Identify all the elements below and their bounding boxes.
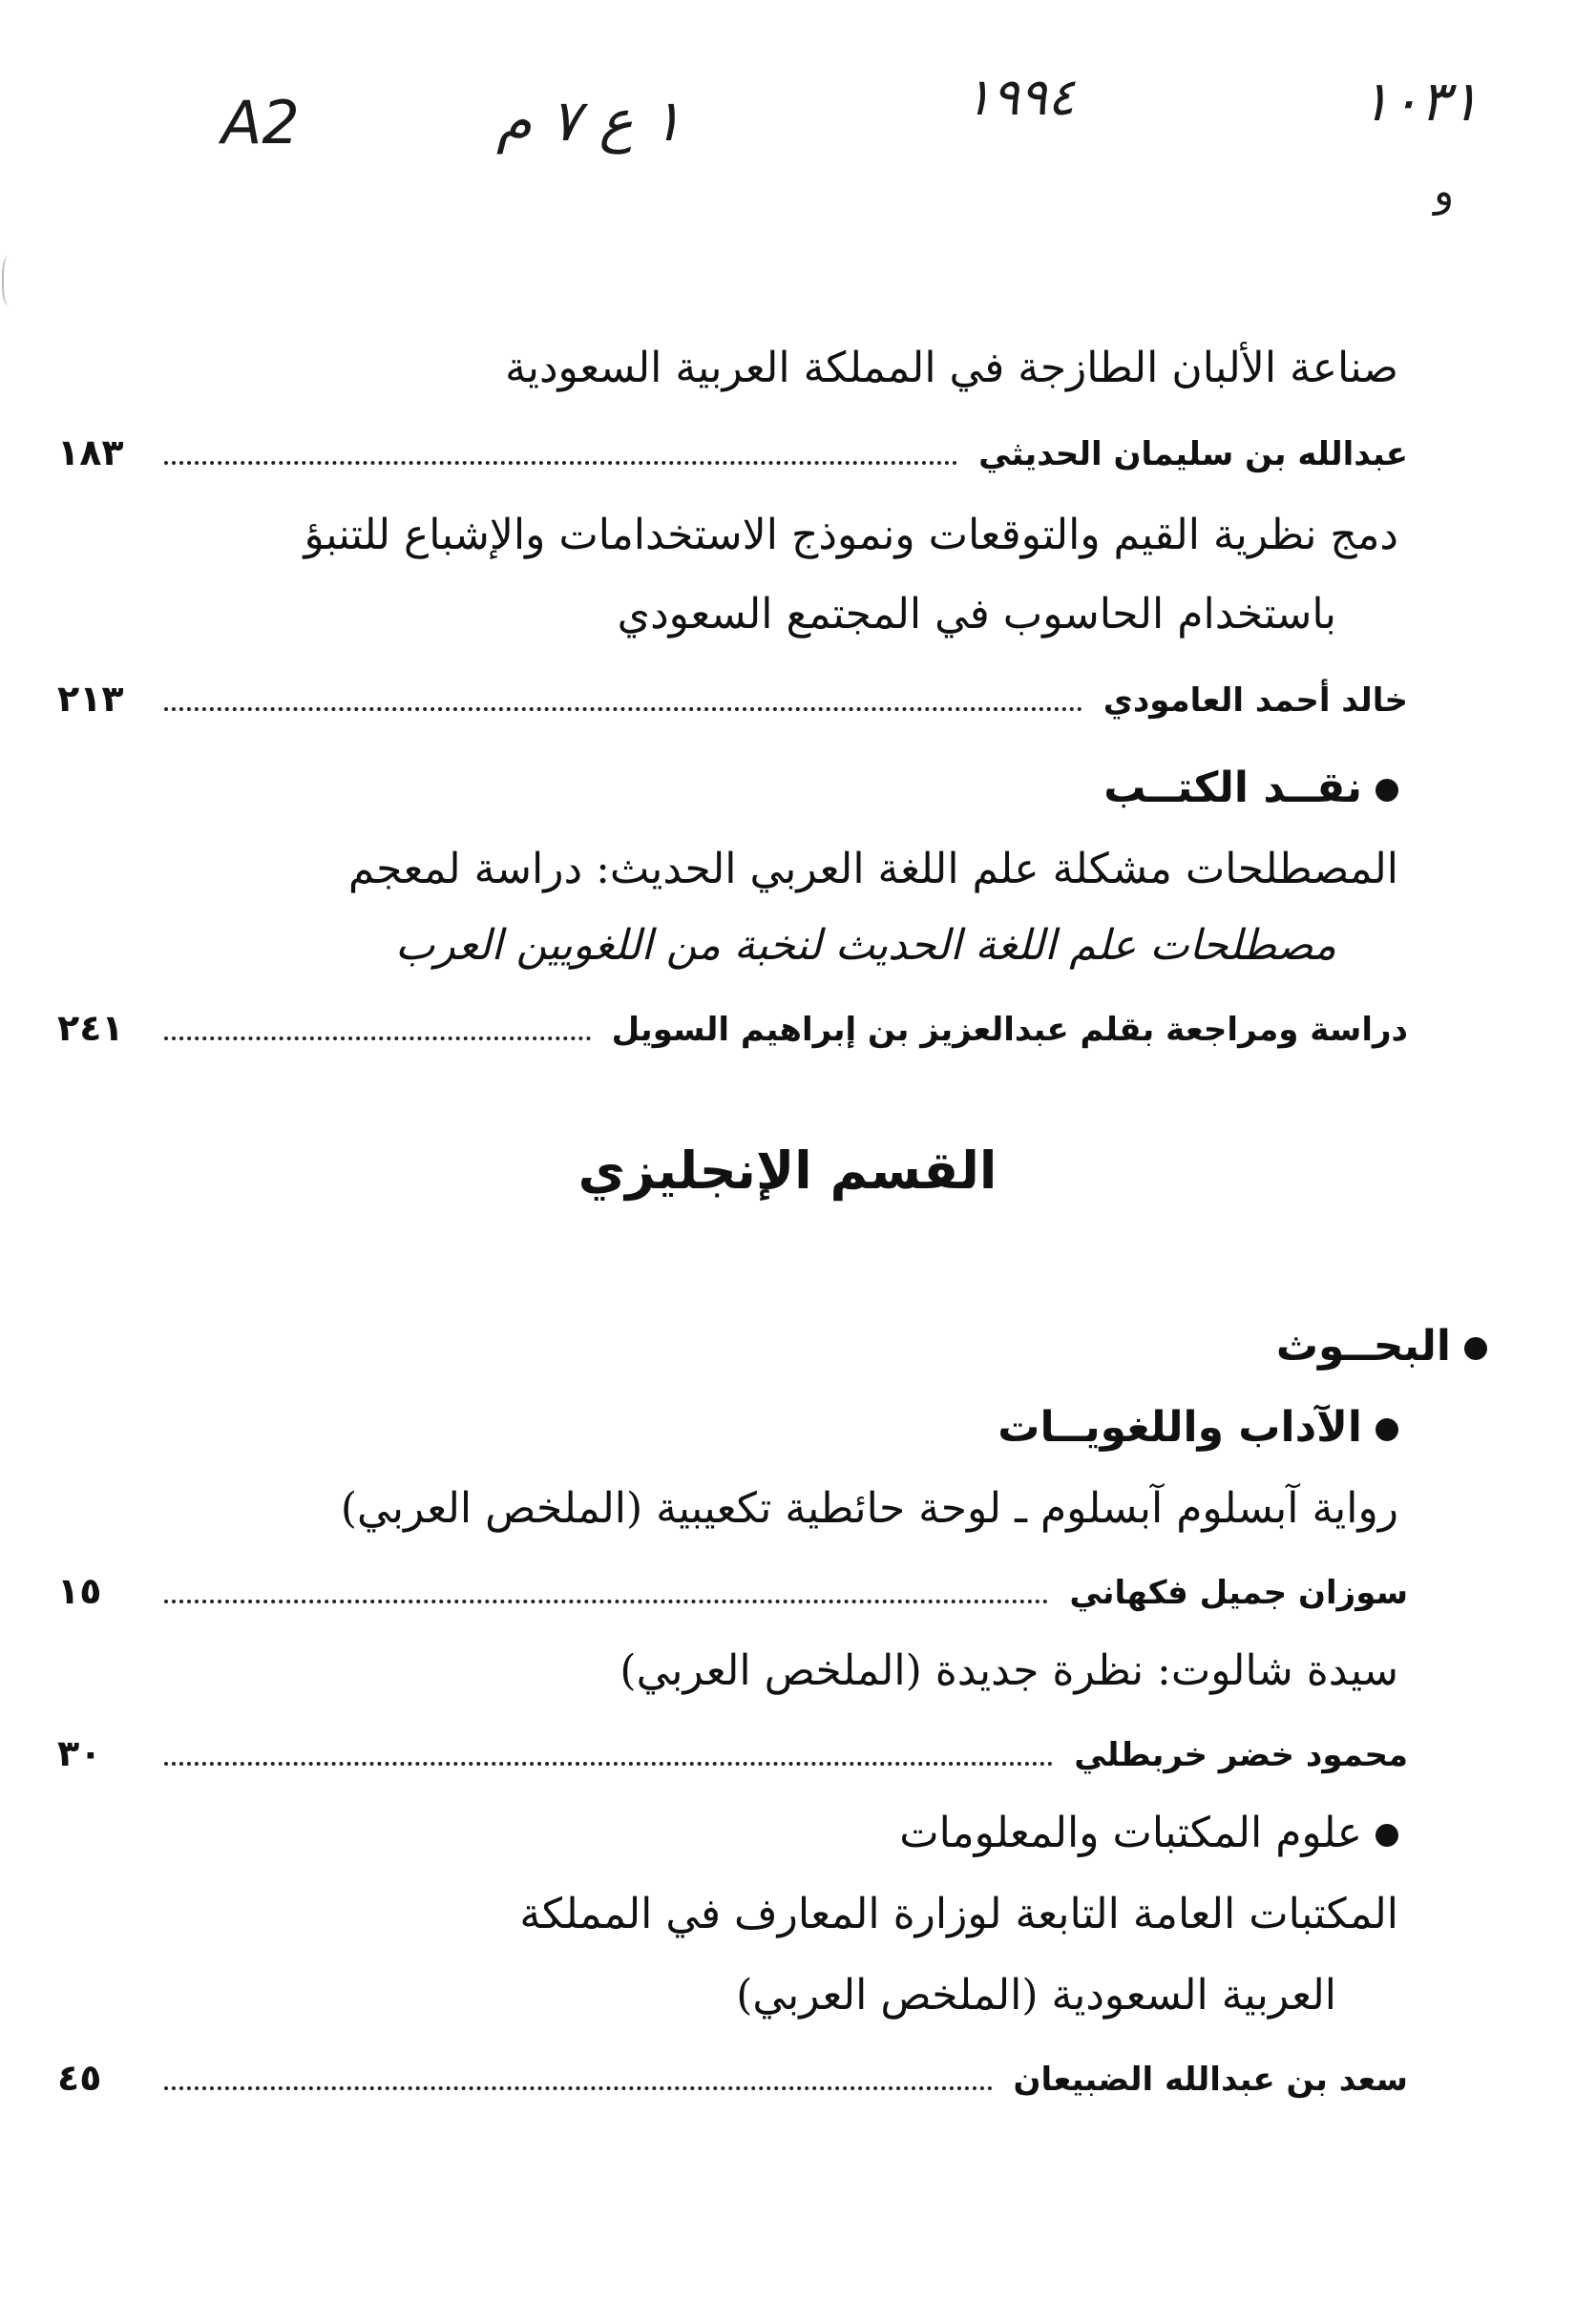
entry-author: محمود خضر خربطلي	[1074, 1736, 1408, 1774]
research-heading-label: البحــوث	[1275, 1322, 1451, 1371]
entry-page-number: ٣٠	[57, 1732, 102, 1774]
entry-author: عبدالله بن سليمان الحديثي	[978, 435, 1408, 473]
entry-author: خالد أحمد العامودي	[1102, 681, 1408, 720]
entry-author-row	[57, 678, 1408, 731]
entry-title-continued: العربية السعودية (الملخص العربي)	[736, 1971, 1336, 2020]
bullet-icon	[1376, 1418, 1398, 1441]
literature-heading-label: الآداب واللغويــات	[998, 1403, 1362, 1452]
entry-title: سيدة شالوت: نظرة جديدة (الملخص العربي)	[620, 1646, 1398, 1695]
section-title: القسم الإنجليزي	[578, 1141, 998, 1201]
entry-title-continued: باستخدام الحاسوب في المجتمع السعودي	[617, 590, 1336, 639]
entry-author-row	[57, 431, 1408, 485]
literature-heading	[998, 1403, 1398, 1452]
handwritten-waw: و	[1434, 167, 1455, 216]
entry-title: رواية آبسلوم آبسلوم ـ لوحة حائطية تكعيبية (الملخص العربي)	[340, 1484, 1398, 1533]
entry-author-row	[57, 1007, 1408, 1060]
leader-dots	[164, 461, 957, 465]
entry-author-row	[57, 1732, 1408, 1786]
entry-page-number: ٢٤١	[57, 1007, 124, 1049]
entry-page-number: ١٨٣	[57, 431, 124, 473]
review-title: المصطلحات مشكلة علم اللغة العربي الحديث: دراسة لمعجم	[347, 845, 1398, 893]
review-title-continued: مصطلحات علم اللغة الحديث لنخبة من اللغويين العرب	[395, 921, 1336, 970]
entry-author: سعد بن عبدالله الضبيعان	[1013, 2061, 1408, 2099]
entry-page-number: ١٥	[57, 1570, 102, 1612]
entry-title: صناعة الألبان الطازجة في المملكة العربية السعودية	[505, 344, 1398, 392]
handwritten-volume: ١ ع ٧ م	[496, 88, 682, 155]
leader-dots	[164, 1762, 1053, 1766]
entry-title: المكتبات العامة التابعة لوزارة المعارف في المملكة	[519, 1890, 1398, 1938]
bullet-icon	[1464, 1337, 1487, 1360]
entry-author-row	[57, 2057, 1408, 2110]
research-heading	[1276, 1322, 1487, 1371]
leader-dots	[164, 1036, 591, 1040]
entry-author: سوزان جميل فكهاني	[1069, 1574, 1408, 1612]
library-heading	[899, 1809, 1398, 1857]
book-review-heading	[1103, 764, 1398, 812]
leader-dots	[164, 1600, 1048, 1603]
entry-page-number: ٤٥	[57, 2057, 102, 2099]
entry-title: دمج نظرية القيم والتوقعات ونموذج الاستخدامات والإشباع للتنبؤ	[304, 511, 1398, 559]
entry-page-number: ٢١٣	[57, 678, 124, 720]
book-review-heading-label: نقــد الكتــب	[1103, 764, 1362, 812]
bullet-icon	[1376, 1824, 1398, 1847]
entry-author-row	[57, 1570, 1408, 1623]
leader-dots	[164, 2086, 993, 2090]
handwritten-code: A2	[221, 88, 300, 157]
handwritten-year: ١٩٩٤	[964, 67, 1076, 127]
library-heading-label: علوم المكتبات والمعلومات	[899, 1809, 1362, 1857]
leader-dots	[164, 707, 1082, 711]
entry-author: دراسة ومراجعة بقلم عبدالعزيز بن إبراهيم السويل	[611, 1011, 1408, 1049]
bullet-icon	[1376, 779, 1398, 802]
handwritten-number: ١٠٣١	[1360, 69, 1480, 134]
